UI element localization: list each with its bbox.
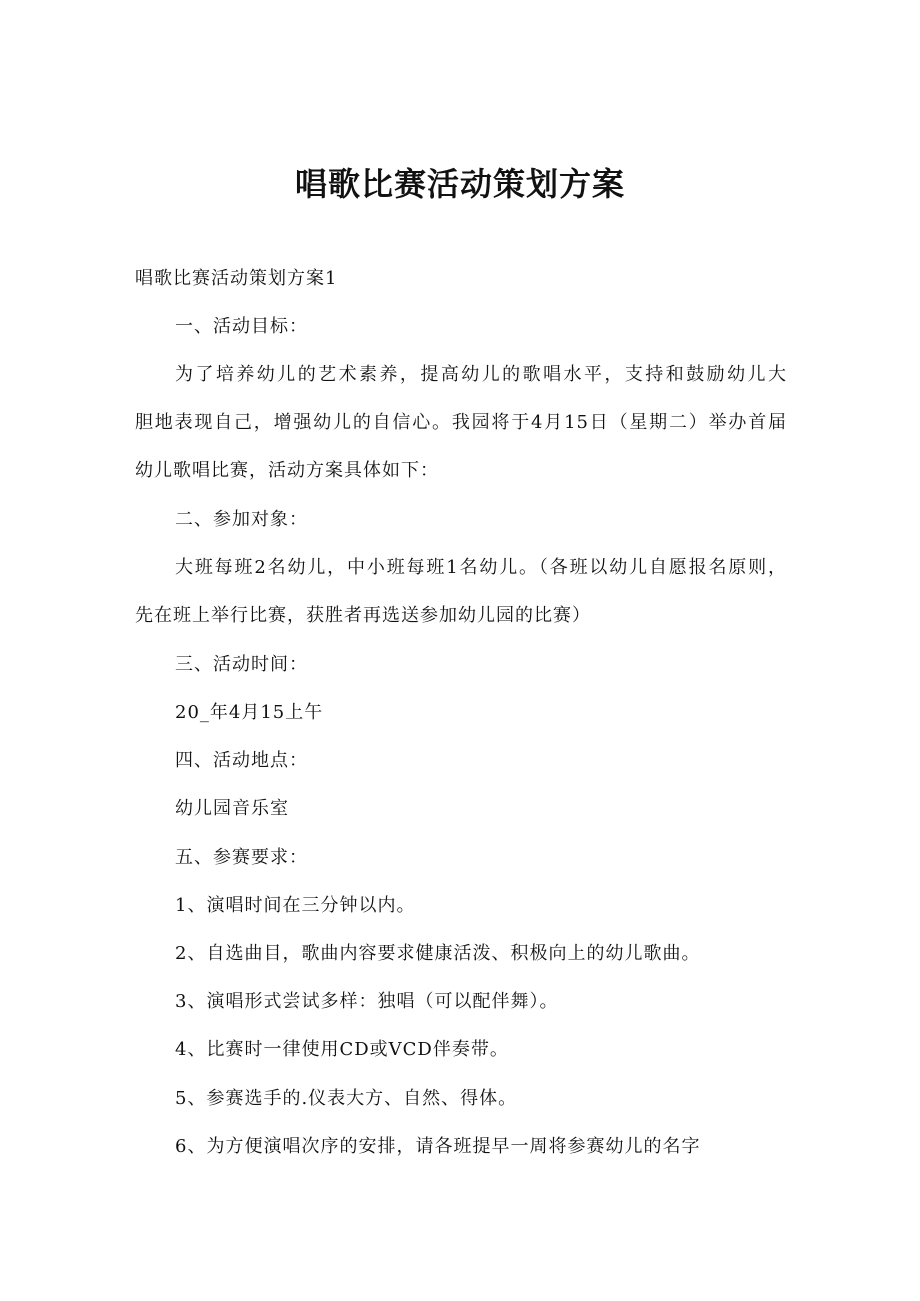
requirement-item: 1、演唱时间在三分钟以内。 [175, 895, 416, 916]
requirement-item: 2、自选曲目，歌曲内容要求健康活泼、积极向上的幼儿歌曲。 [175, 943, 701, 964]
paragraph-line: 幼儿歌唱比赛，活动方案具体如下： [135, 460, 439, 481]
requirement-item: 4、比赛时一律使用CD或VCD伴奏带。 [175, 1039, 509, 1060]
section-heading-location: 四、活动地点： [175, 750, 308, 771]
section-heading-requirements: 五、参赛要求： [175, 847, 308, 868]
activity-location-value: 幼儿园音乐室 [175, 798, 289, 819]
activity-time-value: 20_年4月15上午 [175, 702, 324, 723]
paragraph-line: 大班每班2名幼儿，中小班每班1名幼儿。（各班以幼儿自愿报名原则， [175, 557, 787, 578]
section-heading-time: 三、活动时间： [175, 654, 308, 675]
plan-subtitle: 唱歌比赛活动策划方案1 [135, 268, 338, 289]
requirement-item: 6、为方便演唱次序的安排，请各班提早一周将参赛幼儿的名字 [175, 1136, 701, 1157]
section-heading-participants: 二、参加对象： [175, 509, 308, 530]
requirement-item: 5、参赛选手的.仪表大方、自然、得体。 [175, 1088, 518, 1109]
document-title: 唱歌比赛活动策划方案 [294, 165, 625, 203]
requirement-item: 3、演唱形式尝试多样：独唱（可以配伴舞）。 [175, 991, 559, 1012]
paragraph-line: 先在班上举行比赛，获胜者再选送参加幼儿园的比赛） [135, 605, 591, 626]
section-heading-goal: 一、活动目标： [175, 316, 308, 337]
paragraph-line: 为了培养幼儿的艺术素养，提高幼儿的歌唱水平，支持和鼓励幼儿大 [175, 364, 787, 385]
paragraph-line: 胆地表现自己，增强幼儿的自信心。我园将于4月15日（星期二）举办首届 [135, 412, 787, 433]
